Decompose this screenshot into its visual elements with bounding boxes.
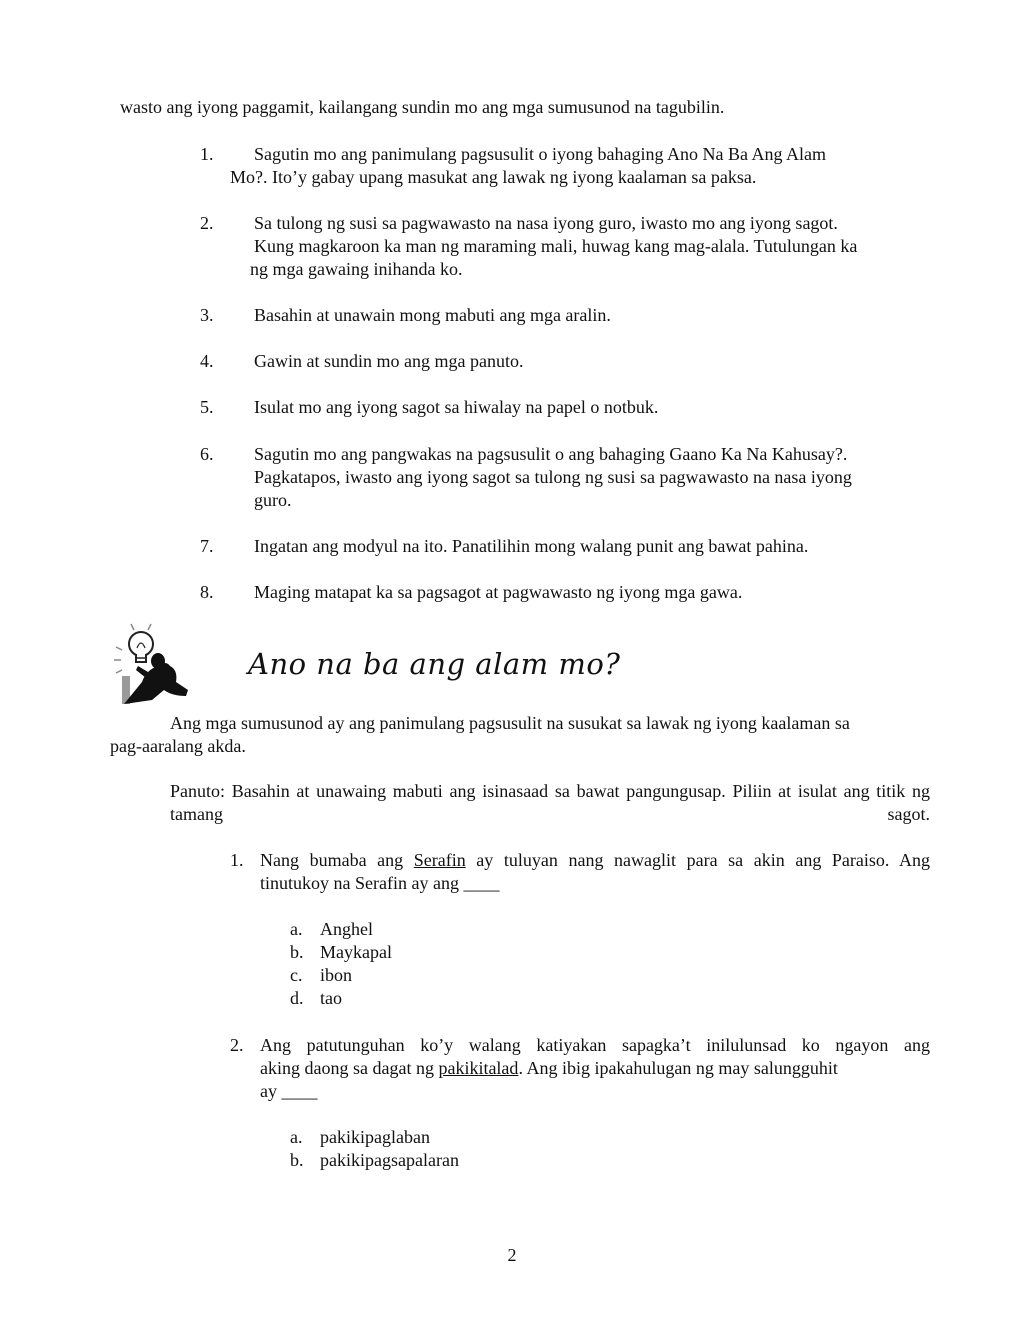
choice-list [290,1126,459,1172]
instruction-text: Sagutin mo ang panimulang pagsusulit o iyong bahaging Ano Na Ba Ang Alam Mo?. Ito’y gabay upang masukat ang lawak ng iyong kaalaman sa paksa. [230,144,826,187]
instruction-item [200,304,932,327]
instruction-number: 4. [200,351,214,371]
instruction-number: 1. [200,144,214,164]
lightbulb-thinker-icon [112,620,192,706]
underlined-word: pakikitalad [438,1058,519,1078]
instruction-text: Sa tulong ng susi sa pagwawasto na nasa iyong guro, iwasto mo ang iyong sagot. Kung magkaroon ka man ng maraming mali, huwag kang mag-alala. Tutulungan ka ng mga gawaing inihanda ko. [250,213,858,279]
instruction-number: 8. [200,582,214,602]
choice-item: a. Anghel [290,919,373,939]
instruction-text: Basahin at unawain mong mabuti ang mga aralin. [254,305,611,325]
instruction-number: 3. [200,305,214,325]
choice-item: d. tao [290,988,342,1008]
choice-item: b. Maykapal [290,942,392,962]
instruction-item [200,212,932,281]
instruction-number: 6. [200,444,214,464]
question-item [230,1034,930,1103]
instruction-text: Sagutin mo ang pangwakas na pagsusulit o ang bahaging Gaano Ka Na Kahusay?. Pagkatapos, iwasto ang iyong sagot sa tulong ng susi sa pagwawasto na nasa iyong guro. [254,444,852,510]
question-item [230,849,930,895]
instruction-item [200,350,932,373]
instruction-item [200,581,932,604]
instruction-text: Isulat mo ang iyong sagot sa hiwalay na papel o notbuk. [254,397,659,417]
choice-item: b. pakikipagsapalaran [290,1150,459,1170]
choice-item: a. pakikipaglaban [290,1127,430,1147]
instruction-number: 5. [200,397,214,417]
instruction-number: 2. [200,213,214,233]
choice-list [290,918,392,1010]
intro-line: wasto ang iyong paggamit, kailangang sundin mo ang mga sumusunod na tagubilin. [120,97,725,117]
instruction-number: 7. [200,536,214,556]
intro-paragraph: Ang mga sumusunod ay ang panimulang pagsusulit na susukat sa lawak ng iyong kaalaman sa pag-aaralang akda. [110,713,850,756]
instruction-item [200,396,932,419]
question-number: 1. [230,850,244,870]
instruction-item [200,535,932,558]
page-number: 2 [507,1245,517,1265]
question-text: Nang bumaba ang Serafin ay tuluyan nang nawaglit para sa akin ang Paraiso. Ang tinutukoy na Serafin ay ang ____ [260,850,930,893]
section-heading: Ano na ba ang alam mo? [248,647,621,681]
instruction-item [200,443,932,512]
instruction-item [200,143,932,189]
question-number: 2. [230,1035,244,1055]
instruction-text: Maging matapat ka sa pagsagot at pagwawasto ng iyong mga gawa. [254,582,743,602]
choice-item: c. ibon [290,965,353,985]
panuto-instructions: Panuto: Basahin at unawaing mabuti ang isinasaad sa bawat pangungusap. Piliin at isulat ang titik ng tamang sagot. [170,781,930,824]
instruction-text: Gawin at sundin mo ang mga panuto. [254,351,524,371]
underlined-word: Serafin [413,850,466,870]
instruction-text: Ingatan ang modyul na ito. Panatilihin mong walang punit ang bawat pahina. [254,536,809,556]
question-text: Ang patutunguhan ko’y walang katiyakan sapagka’t inilulunsad ko ngayon ang aking daong sa dagat ng pakikitalad. Ang ibig ipakahulugan ng may salungguhit ay ____ [260,1035,930,1101]
